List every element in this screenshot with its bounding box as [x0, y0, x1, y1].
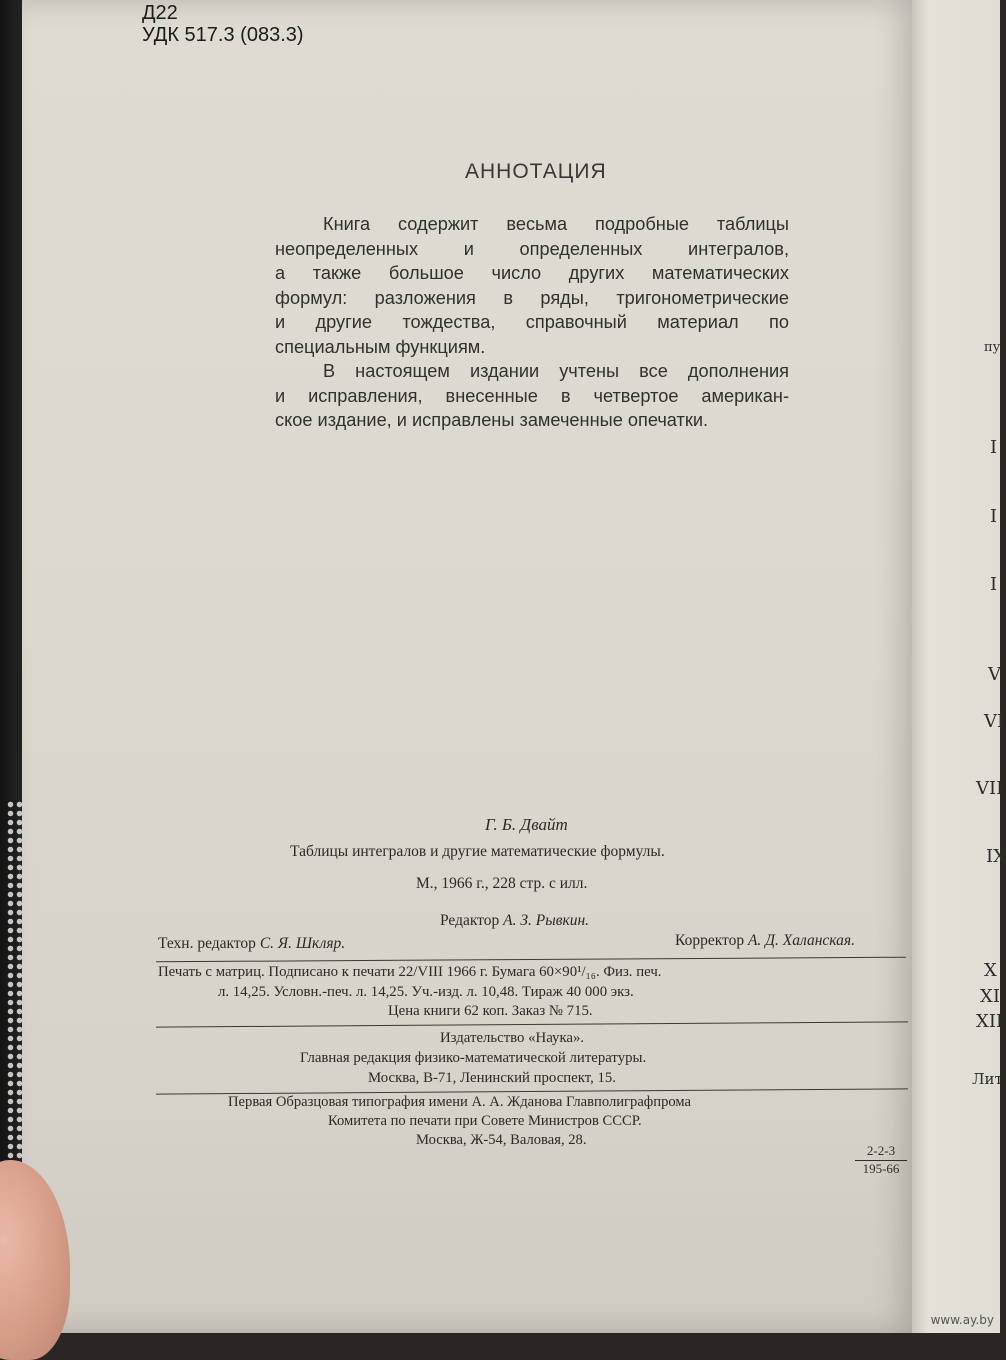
editor-name: А. З. Рывкин. — [503, 912, 590, 929]
printer-name: Первая Образцовая типография имени А. А. Жданова Главполиграфпрома — [228, 1094, 692, 1110]
text-line: и другие тождества, справочный материал по — [275, 312, 789, 332]
corrector-name: А. Д. Халанская. — [747, 932, 855, 949]
index-fraction — [855, 1143, 907, 1177]
book-title: Таблицы интегралов и другие математические формулы. — [290, 843, 665, 860]
classification-code: Д22 — [142, 2, 178, 24]
text-line: и исправления, внесенные в четвертое американ- — [275, 385, 789, 406]
adjacent-page-text: I — [990, 506, 998, 527]
tech-editor-label: Техн. редактор — [158, 935, 256, 952]
publisher-address: Москва, В-71, Ленинский проспект, 15. — [368, 1070, 616, 1086]
adjacent-page-text: VI — [984, 711, 1005, 732]
corrector-label: Корректор — [675, 932, 745, 949]
adjacent-page-text: I — [990, 437, 998, 458]
udk-code: УДК 517.3 (083.3) — [142, 24, 304, 46]
text-line: специальным функциям. — [275, 336, 486, 357]
adjacent-page-text: Лит — [972, 1070, 1003, 1088]
index-numerator: 2-2-3 — [855, 1143, 907, 1161]
price-order-line: Цена книги 62 коп. Заказ № 715. — [388, 1003, 593, 1019]
tech-editor-line — [158, 935, 345, 953]
print-details-line-1: Печать с матриц. Подписано к печати 22/VIII 1966 г. Бумага 60×90¹/₁₆. Физ. печ. — [158, 964, 662, 980]
publication-line: М., 1966 г., 228 стр. с илл. — [416, 875, 588, 892]
text-line: формул: разложения в ряды, тригонометрические — [275, 287, 789, 308]
editor-line — [440, 912, 589, 930]
editor-label: Редактор — [440, 912, 500, 929]
book-page — [22, 0, 920, 1333]
annotation-title: АННОТАЦИЯ — [465, 160, 607, 183]
index-denominator: 195-66 — [862, 1161, 900, 1176]
text-line: В настоящем издании учтены все дополнения — [323, 361, 789, 381]
printer-address: Москва, Ж-54, Валовая, 28. — [416, 1132, 587, 1148]
annotation-paragraph-2 — [275, 359, 789, 433]
text-line: неопределенных и определенных интегралов, — [275, 238, 789, 259]
printer-committee: Комитета по печати при Совете Министров СССР. — [328, 1113, 642, 1129]
adjacent-page-text: пу — [984, 340, 1001, 355]
corrector-line — [675, 932, 855, 950]
publisher-dept: Главная редакция физико-математической литературы. — [300, 1050, 647, 1066]
print-details-line-2: л. 14,25. Условн.-печ. л. 14,25. Уч.-изд. л. 10,48. Тираж 40 000 экз. — [218, 984, 634, 1000]
adjacent-page — [912, 0, 1006, 1333]
publisher-name: Издательство «Наука». — [440, 1030, 585, 1046]
adjacent-page-text: XI — [980, 986, 1000, 1007]
divider-line — [156, 957, 906, 963]
text-line: Книга содержит весьма подробные таблицы — [323, 214, 789, 234]
adjacent-page-text: V — [988, 664, 1001, 685]
adjacent-page-text: I — [990, 574, 998, 595]
watermark: www.ay.by — [930, 1313, 994, 1327]
annotation-paragraph-1 — [275, 212, 789, 359]
author-name: Г. Б. Двайт — [485, 815, 568, 834]
divider-line — [156, 1021, 908, 1027]
adjacent-page-text: X — [984, 960, 997, 981]
text-line: а также большое число других математических — [275, 263, 789, 283]
tech-editor-name: С. Я. Шкляр. — [259, 935, 346, 952]
adjacent-page-text: XII — [976, 1011, 1004, 1032]
adjacent-page-text: IX — [986, 846, 1006, 867]
adjacent-page-text: VII — [976, 778, 1004, 799]
text-line: ское издание, и исправлены замеченные опечатки. — [275, 410, 709, 430]
annotation-text — [275, 212, 789, 433]
